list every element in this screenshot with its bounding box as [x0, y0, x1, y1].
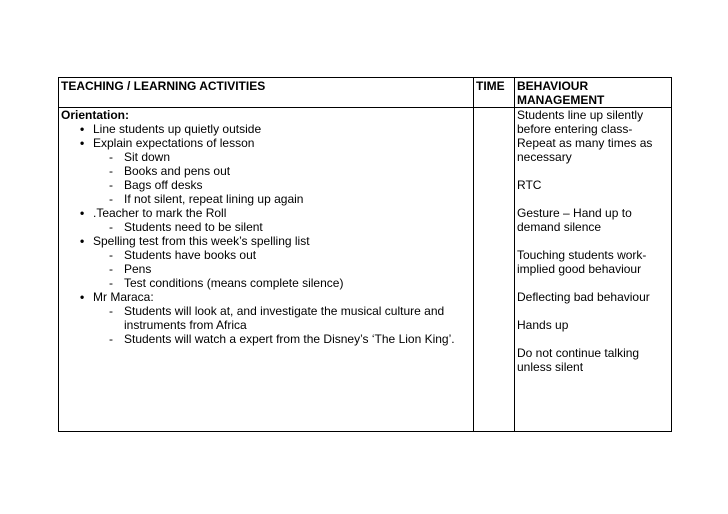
- header-activities: TEACHING / LEARNING ACTIVITIES: [59, 78, 474, 108]
- header-time: TIME: [474, 78, 515, 108]
- expectations-list: [61, 150, 471, 206]
- list-item: - Pens: [124, 262, 471, 276]
- behaviour-note: Hands up: [517, 318, 569, 332]
- lesson-plan-table: [58, 77, 672, 432]
- roll-list: [61, 206, 471, 220]
- list-item: - Bags off desks: [124, 178, 471, 192]
- list-item: • Line students up quietly outside: [93, 122, 471, 136]
- spelling-list: [61, 234, 471, 248]
- behaviour-note: RTC: [517, 178, 542, 192]
- list-item: • Explain expectations of lesson: [93, 136, 471, 150]
- behaviour-note: Deflecting bad behaviour: [517, 290, 650, 304]
- behaviour-note: Students line up silently before entering class- Repeat as many times as necessary: [517, 108, 653, 164]
- list-item: • Spelling test from this week’s spelling list: [93, 234, 471, 248]
- list-item: - Students need to be silent: [124, 220, 471, 234]
- spelling-sub-list: [61, 248, 471, 290]
- behaviour-note: Touching students work- implied good behaviour: [517, 248, 647, 276]
- maraca-list: [61, 290, 471, 304]
- list-item: - Test conditions (means complete silence): [124, 276, 471, 290]
- behaviour-note: Gesture – Hand up to demand silence: [517, 206, 632, 234]
- list-item: - Books and pens out: [124, 164, 471, 178]
- behaviour-note: Do not continue talking unless silent: [517, 346, 640, 374]
- time-cell: [474, 108, 515, 432]
- list-item: - Students will watch a expert from the Disney’s ‘The Lion King’.: [124, 332, 471, 346]
- list-item: • Mr Maraca:: [93, 290, 471, 304]
- header-behaviour: BEHAVIOUR MANAGEMENT: [515, 78, 672, 108]
- list-item: - Students have books out: [124, 248, 471, 262]
- body-row: [59, 108, 672, 432]
- list-item: - Sit down: [124, 150, 471, 164]
- list-item: - Students will look at, and investigate the musical culture and instruments from Africa: [124, 304, 471, 332]
- header-row: [59, 78, 672, 108]
- behaviour-cell: [515, 108, 672, 432]
- list-item: - If not silent, repeat lining up again: [124, 192, 471, 206]
- list-item: • .Teacher to mark the Roll: [93, 206, 471, 220]
- section-title: Orientation:: [61, 108, 129, 122]
- activities-cell: [59, 108, 474, 432]
- roll-sub-list: [61, 220, 471, 234]
- intro-list: [61, 122, 471, 150]
- maraca-sub-list: [61, 304, 471, 346]
